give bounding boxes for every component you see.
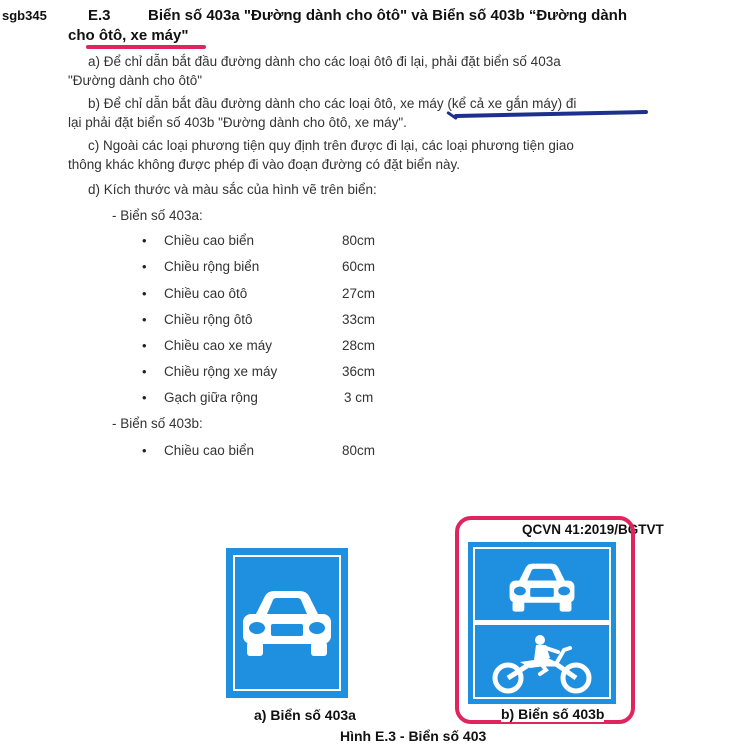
bullet-icon: • <box>142 259 147 274</box>
section-number: E.3 <box>88 7 111 24</box>
paragraph-c-line1: c) Ngoài các loại phương tiện quy định trên được đi lại, các loại phương tiện giao <box>88 138 574 153</box>
paragraph-d-line1: d) Kích thước và màu sắc của hình vẽ trên biển: <box>88 182 377 197</box>
bullet-icon: • <box>142 312 147 327</box>
section-title-line2: cho ôtô, xe máy" <box>68 27 189 44</box>
bullet-icon: • <box>142 364 147 379</box>
paragraph-c-line2: thông khác không được phép đi vào đoạn đường có đặt biển này. <box>68 157 461 172</box>
item-name: Chiều rộng xe máy <box>164 364 278 379</box>
sign-403a <box>226 548 348 698</box>
section-heading <box>88 7 627 24</box>
watermark-label: sgb345 <box>2 8 47 23</box>
paragraph-b-line2: lại phải đặt biển số 403b "Đường dành cho ôtô, xe máy". <box>68 115 407 130</box>
item-value: 28cm <box>342 338 376 353</box>
paragraph-b-line1: b) Để chỉ dẫn bắt đầu đường dành cho các loại ôtô, xe máy (kể cả xe gắn máy) đi <box>88 96 577 111</box>
paragraph-a-line1: a) Để chỉ dẫn bắt đầu đường dành cho các loại ôtô đi lại, phải đặt biển số 403a <box>88 54 561 69</box>
sign-403b-highlight-box <box>455 516 635 724</box>
figure-title: Hình E.3 - Biển số 403 <box>340 728 487 744</box>
bullet-icon: • <box>142 233 147 248</box>
item-name: Chiều cao xe máy <box>164 338 273 353</box>
item-name: Chiều cao ôtô <box>164 286 248 301</box>
caption-403a: a) Biển số 403a <box>254 707 356 723</box>
bullet-icon: • <box>142 390 147 405</box>
sign-403a-label: - Biển số 403a: <box>112 208 203 223</box>
bullet-icon: • <box>142 338 147 353</box>
bullet-icon: • <box>142 443 147 458</box>
item-value: 80cm <box>342 443 376 458</box>
item-value: 3 cm <box>344 390 374 405</box>
item-name: Chiều rộng ôtô <box>164 312 253 327</box>
item-value: 36cm <box>342 364 376 379</box>
bullet-icon: • <box>142 286 147 301</box>
item-value: 80cm <box>342 233 376 248</box>
paragraph-a-line2: "Đường dành cho ôtô" <box>68 73 203 88</box>
car-front-icon <box>239 586 335 662</box>
caption-403b: b) Biển số 403b <box>501 706 605 722</box>
item-name: Chiều rộng biển <box>164 259 260 274</box>
xe-may-underline <box>454 110 648 118</box>
item-value: 27cm <box>342 286 376 301</box>
item-name: Chiều cao biển <box>164 443 255 458</box>
item-name: Gạch giữa rộng <box>164 390 258 405</box>
item-value: 60cm <box>342 259 376 274</box>
sign-403b-label: - Biển số 403b: <box>112 416 203 431</box>
xe-may-underline-hook <box>446 111 458 120</box>
standard-code: QCVN 41:2019/BGTVT <box>522 522 664 537</box>
item-name: Chiều cao biển <box>164 233 255 248</box>
heading-highlight-underline <box>86 45 206 49</box>
section-title-line1: Biển số 403a "Đường dành cho ôtô" và Biển số 403b “Đường dành <box>148 7 628 24</box>
item-value: 33cm <box>342 312 376 327</box>
